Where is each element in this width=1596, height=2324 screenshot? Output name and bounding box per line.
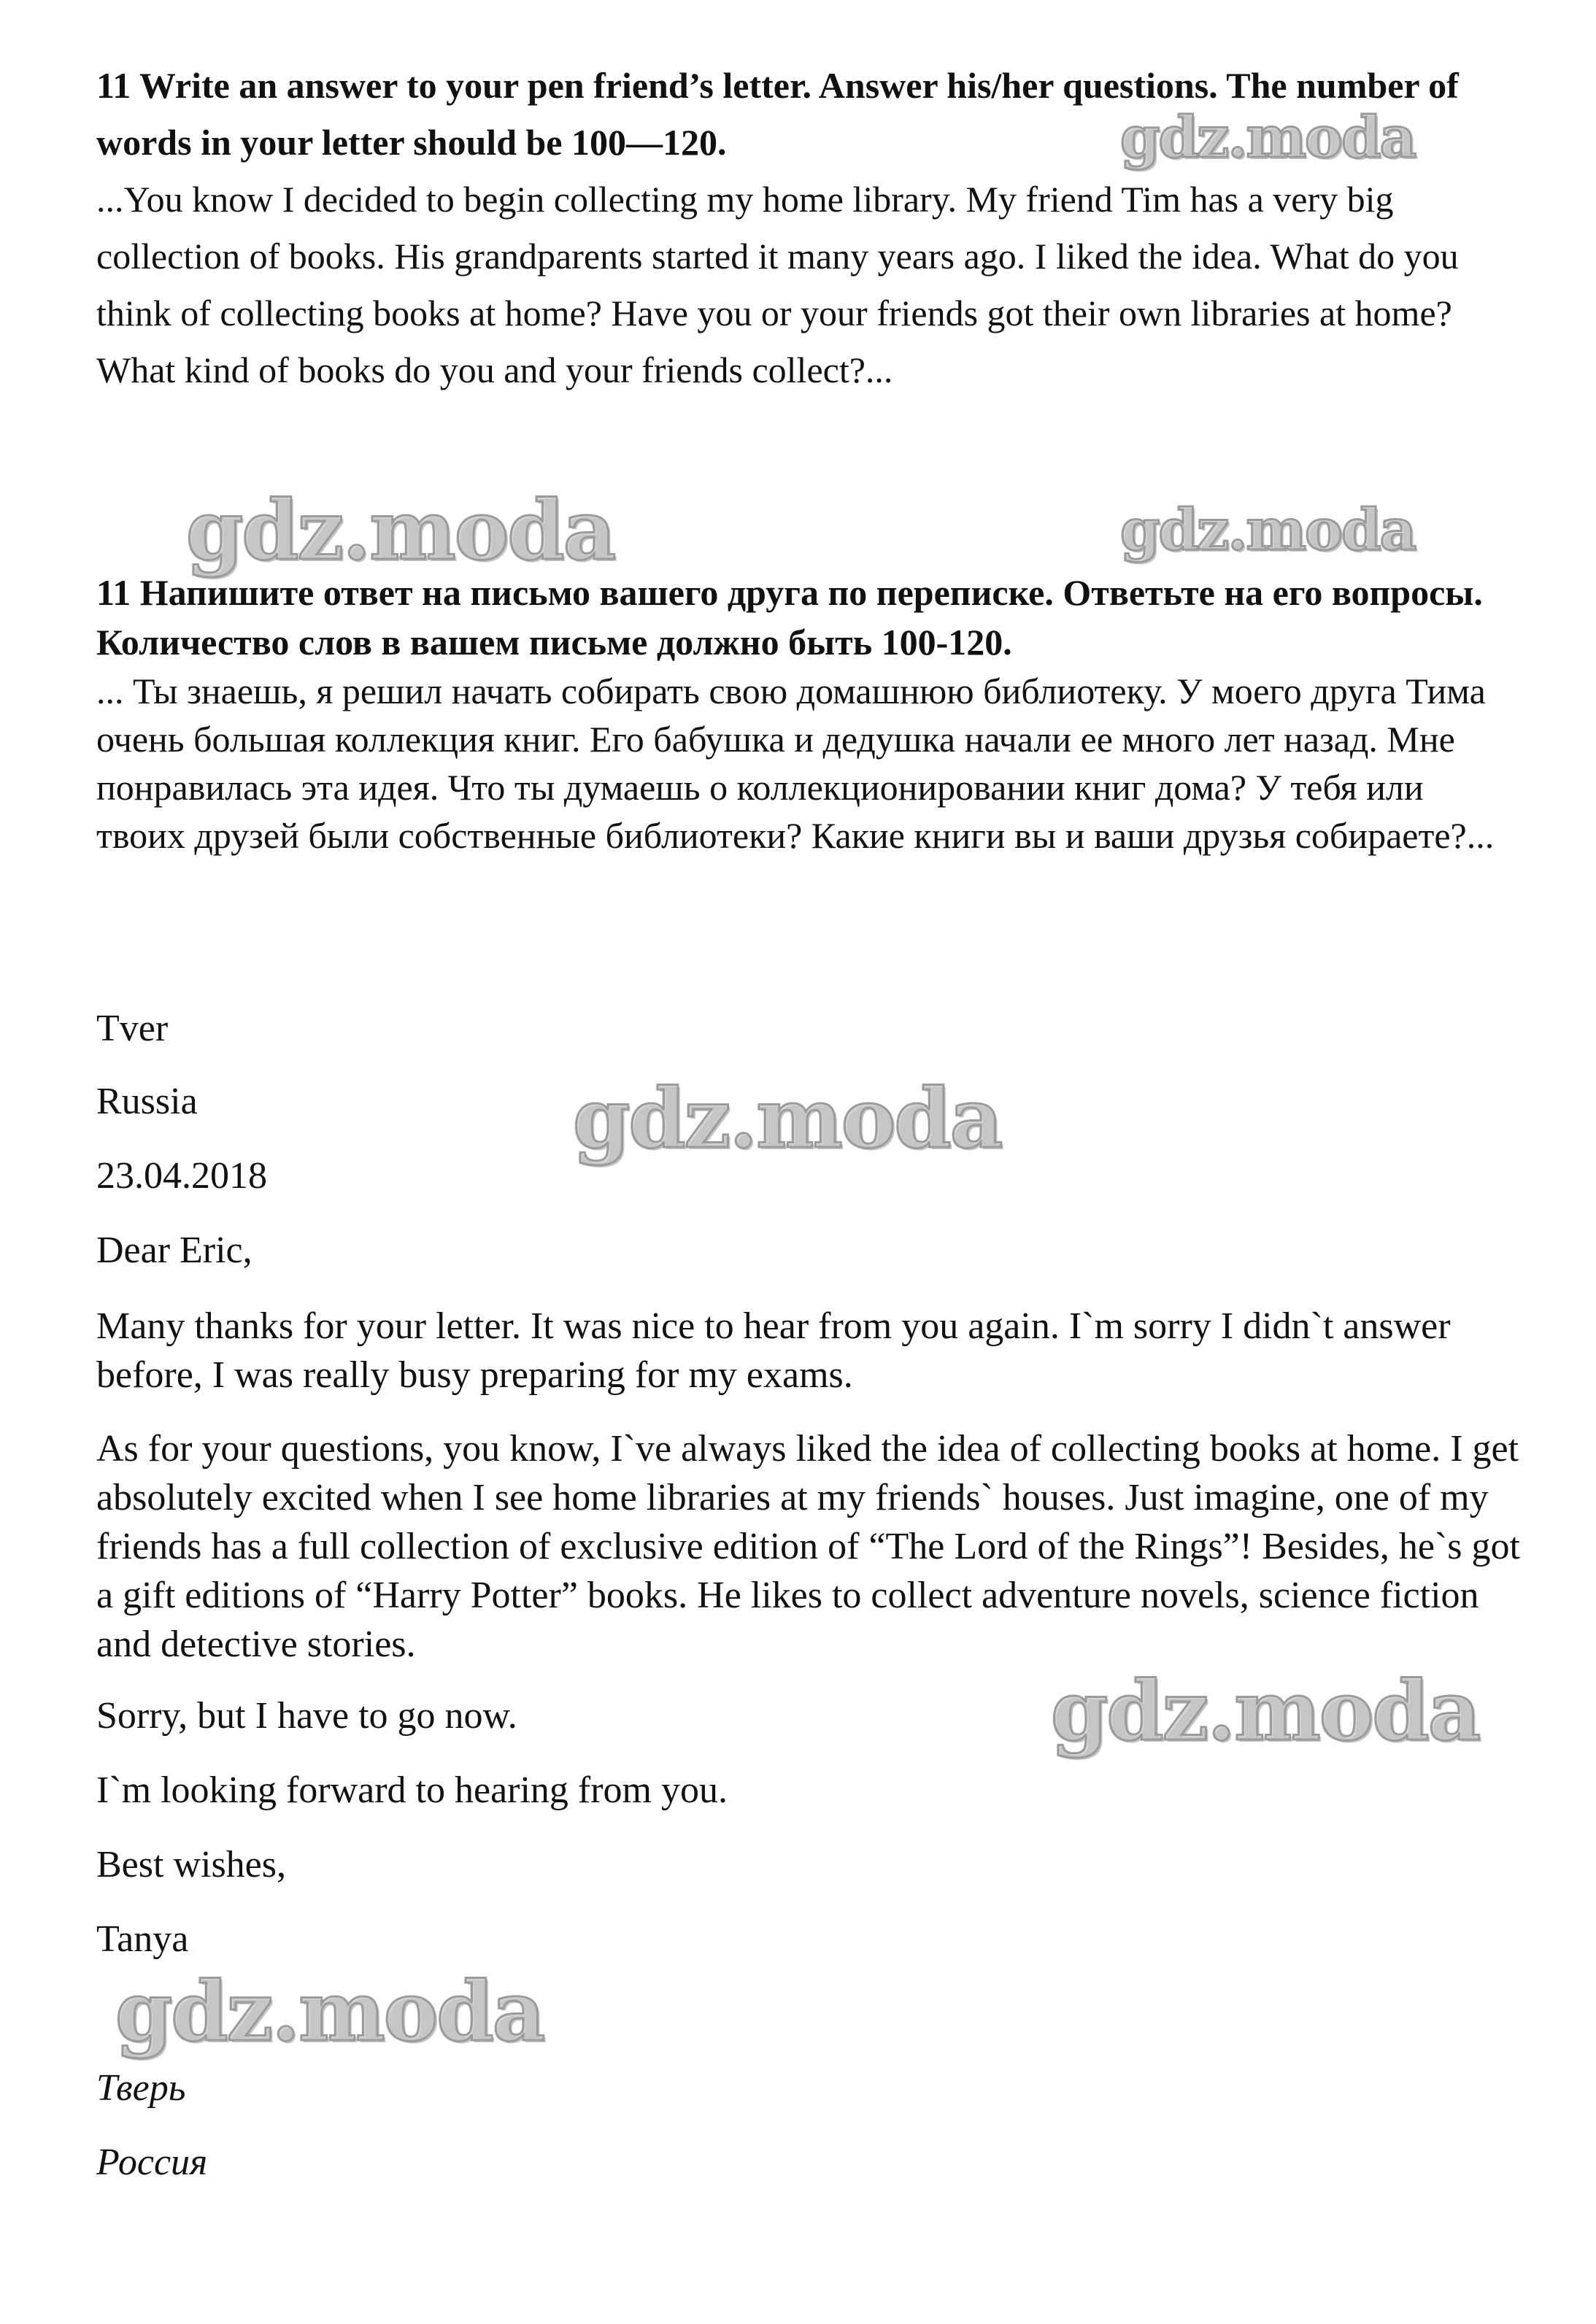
letter-signoff: Best wishes, [96, 1844, 286, 1885]
letter-date: 23.04.2018 [96, 1155, 267, 1197]
letter-greeting: Dear Eric, [96, 1229, 252, 1271]
watermark-logo: gdz.moda [1120, 104, 1416, 171]
task-title-english: 11 Write an answer to your pen friend’s letter. Answer his/her questions. The number of words in your letter should be 100—120. [96, 65, 1459, 163]
pen-friend-letter-excerpt: ...You know I decided to begin collecting my home library. My friend Tim has a very big collection of books. His grandparents started it many years ago. I liked the idea. What do you think of collecting books at home? Have you or your friends got their own libraries at home? What kind of books do you and your friends collect?... [96, 179, 1459, 390]
letter-closing-1: Sorry, but I have to go now. [96, 1695, 517, 1737]
pen-friend-letter-excerpt-russian: ... Ты знаешь, я решил начать собирать свою домашнюю библиотеку. У моего друга Тима очень большая коллекция книг. Его бабушка и дедушка начали ее много лет назад. Мне понравилась эта идея. Что ты думаешь о коллекционировании книг дома? У тебя или твоих друзей были собственные библиотеки? Какие книги вы и ваши друзья собираете?... [96, 671, 1495, 856]
letter-paragraph-1: Many thanks for your letter. It was nice to hear from you again. I`m sorry I didn`t answer before, I was really busy preparing for my exams. [96, 1305, 1451, 1396]
letter-city: Tver [96, 1008, 169, 1049]
watermark-logo: gdz.moda [573, 1071, 1002, 1167]
letter-signature: Tanya [96, 1918, 189, 1960]
watermark-logo: gdz.moda [186, 483, 615, 579]
letter-country: Russia [96, 1081, 198, 1122]
translation-country: Россия [96, 2142, 208, 2183]
watermark-logo: gdz.moda [1120, 497, 1416, 563]
letter-closing-2: I`m looking forward to hearing from you. [96, 1769, 728, 1811]
task-russian [96, 568, 1519, 860]
letter-paragraph-2: As for your questions, you know, I`ve always liked the idea of collecting books at home. I get absolutely excited when I see home libraries at my friends` houses. Just imagine, one of my friends has a full collection of exclusive edition of “The Lord of the Rings”! Besides, he`s got a gift editions of “Harry Potter” books. He likes to collect adventure novels, science fiction and detective stories. [96, 1428, 1520, 1665]
translation-city: Тверь [96, 2067, 186, 2109]
task-title-russian: 11 Напишите ответ на письмо вашего друга по переписке. Ответьте на его вопросы. Количество слов в вашем письме должно быть 100-120. [96, 572, 1483, 663]
watermark-logo: gdz.moda [115, 1964, 544, 2060]
watermark-logo: gdz.moda [1051, 1664, 1480, 1759]
